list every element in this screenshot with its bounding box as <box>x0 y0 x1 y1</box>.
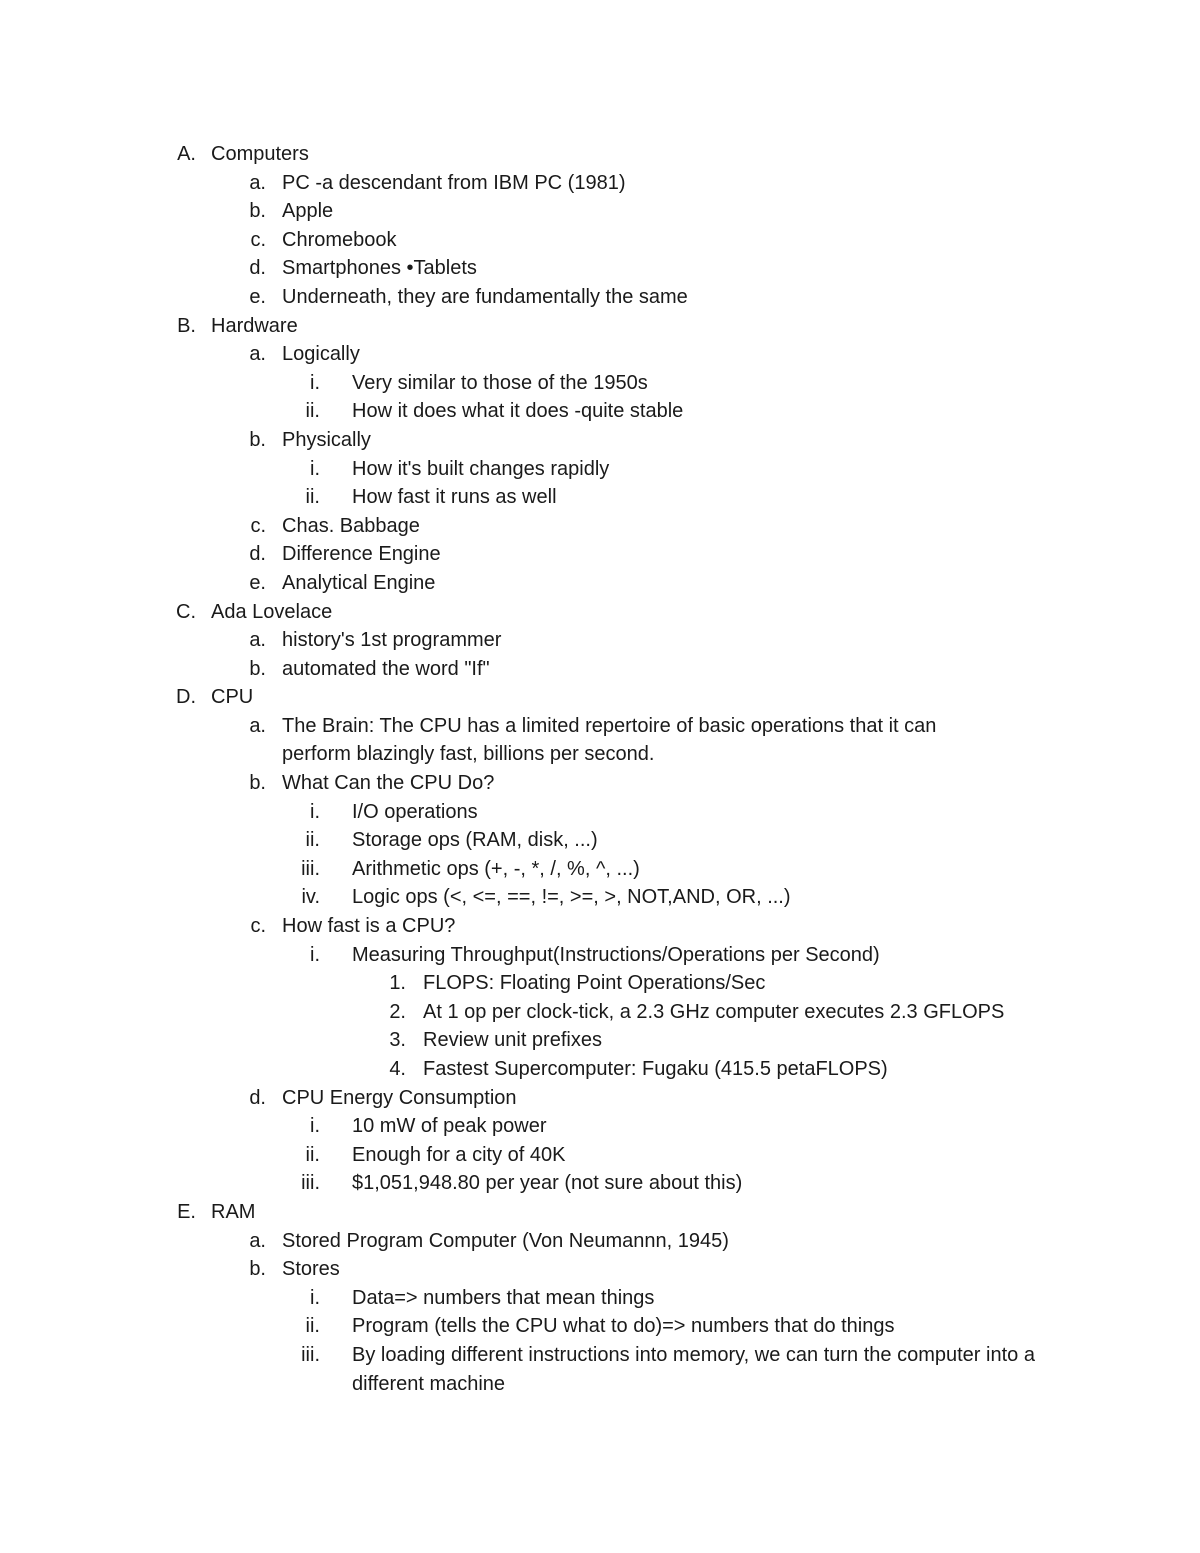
list-marker: ii. <box>305 486 320 509</box>
outline-item <box>0 798 1200 827</box>
outline-item <box>0 226 1200 255</box>
outline-item <box>0 1084 1200 1113</box>
list-item-text: 10 mW of peak power <box>352 1115 547 1138</box>
outline-item <box>0 969 1200 998</box>
outline-item <box>0 912 1200 941</box>
list-marker: a. <box>249 1229 266 1252</box>
list-marker: c. <box>250 228 266 251</box>
outline-item <box>0 1169 1200 1198</box>
outline-item <box>0 283 1200 312</box>
list-item-text: How fast is a CPU? <box>282 915 456 938</box>
list-item-text: automated the word "If" <box>282 657 490 680</box>
outline-item <box>0 998 1200 1027</box>
list-item-text: How it does what it does -quite stable <box>352 400 684 423</box>
outline-item <box>0 883 1200 912</box>
list-item-text: Program (tells the CPU what to do)=> numbers that do things <box>352 1315 895 1338</box>
outline-item <box>0 140 1200 169</box>
outline-item <box>0 1112 1200 1141</box>
list-item-text: Logically <box>282 343 360 366</box>
list-item-text: Computers <box>211 143 309 165</box>
list-marker: b. <box>249 772 266 795</box>
outline-item <box>0 1026 1200 1055</box>
list-marker: 3. <box>389 1029 406 1052</box>
list-marker: i. <box>310 457 320 480</box>
outline-item <box>0 397 1200 426</box>
list-item-text: I/O operations <box>352 800 478 823</box>
list-item-text: FLOPS: Floating Point Operations/Sec <box>423 972 766 995</box>
outline-item <box>0 1255 1200 1284</box>
outline-item <box>0 683 1200 712</box>
list-marker: a. <box>249 629 266 652</box>
list-marker: ii. <box>305 1315 320 1338</box>
outline-item <box>0 1312 1200 1341</box>
document-outline <box>0 140 1200 1398</box>
outline-item <box>0 598 1200 627</box>
outline-item <box>0 569 1200 598</box>
outline-item <box>0 1341 1200 1398</box>
outline-item <box>0 712 1200 769</box>
list-item-text: By loading different instructions into memory, we can turn the computer into a different machine <box>352 1343 1035 1395</box>
list-marker: d. <box>249 1086 266 1109</box>
list-item-text: Underneath, they are fundamentally the same <box>282 285 688 308</box>
list-item-text: Physically <box>282 428 371 451</box>
outline-item <box>0 1055 1200 1084</box>
list-item-text: history's 1st programmer <box>282 629 502 652</box>
list-marker: 2. <box>389 1000 406 1023</box>
list-marker: iii. <box>301 1343 320 1366</box>
outline-item <box>0 769 1200 798</box>
list-marker: a. <box>249 171 266 194</box>
list-item-text: Stores <box>282 1258 340 1281</box>
list-item-text: How fast it runs as well <box>352 486 557 509</box>
list-marker: A. <box>177 143 196 165</box>
list-item-text: Logic ops (<, <=, ==, !=, >=, >, NOT,AND, OR, ...) <box>352 886 791 909</box>
list-marker: B. <box>177 314 196 337</box>
list-marker: b. <box>249 657 266 680</box>
outline-item <box>0 254 1200 283</box>
list-item-text: Chromebook <box>282 228 397 251</box>
list-marker: e. <box>249 285 266 308</box>
list-item-text: Very similar to those of the 1950s <box>352 371 648 394</box>
list-marker: i. <box>310 1115 320 1138</box>
list-marker: i. <box>310 943 320 966</box>
list-item-text: At 1 op per clock-tick, a 2.3 GHz computer executes 2.3 GFLOPS <box>423 1000 1005 1023</box>
list-marker: E. <box>177 1200 196 1223</box>
list-marker: iii. <box>301 1172 320 1195</box>
outline-item <box>0 340 1200 369</box>
list-item-text: Review unit prefixes <box>423 1029 602 1052</box>
list-marker: ii. <box>305 400 320 423</box>
list-item-text: RAM <box>211 1200 256 1223</box>
list-marker: b. <box>249 200 266 223</box>
outline-item <box>0 855 1200 884</box>
list-marker: ii. <box>305 1143 320 1166</box>
outline-item <box>0 941 1200 970</box>
list-marker: 1. <box>389 972 406 995</box>
outline-item <box>0 826 1200 855</box>
list-marker: c. <box>250 514 266 537</box>
outline-item <box>0 1227 1200 1256</box>
outline-item <box>0 1284 1200 1313</box>
outline-item <box>0 197 1200 226</box>
list-item-text: CPU <box>211 686 254 709</box>
outline-item <box>0 312 1200 341</box>
list-item-text: CPU Energy Consumption <box>282 1086 517 1109</box>
outline-item <box>0 455 1200 484</box>
outline-item <box>0 512 1200 541</box>
list-item-text: Arithmetic ops (+, -, *, /, %, ^, ...) <box>352 857 640 880</box>
list-marker: iii. <box>301 857 320 880</box>
list-marker: b. <box>249 428 266 451</box>
list-item-text: PC -a descendant from IBM PC (1981) <box>282 171 626 194</box>
list-marker: C. <box>176 600 196 623</box>
list-item-text: Fastest Supercomputer: Fugaku (415.5 petaFLOPS) <box>423 1058 888 1080</box>
outline-item <box>0 1141 1200 1170</box>
list-item-text: Stored Program Computer (Von Neumannn, 1945) <box>282 1229 729 1252</box>
list-marker: b. <box>249 1258 266 1281</box>
list-item-text: Data=> numbers that mean things <box>352 1286 655 1309</box>
list-marker: d. <box>249 543 266 566</box>
list-item-text: Measuring Throughput(Instructions/Operations per Second) <box>352 943 880 966</box>
list-item-text: Chas. Babbage <box>282 514 420 537</box>
list-item-text: Hardware <box>211 314 298 337</box>
list-item-text: Storage ops (RAM, disk, ...) <box>352 829 598 852</box>
list-item-text: How it's built changes rapidly <box>352 457 610 480</box>
list-item-text: Ada Lovelace <box>211 600 333 623</box>
outline-item <box>0 426 1200 455</box>
outline-item <box>0 369 1200 398</box>
list-item-text: Analytical Engine <box>282 571 436 594</box>
list-marker: iv. <box>301 886 320 909</box>
list-item-text: Smartphones •Tablets <box>282 257 477 280</box>
list-item-text: Enough for a city of 40K <box>352 1143 566 1166</box>
list-item-text: Apple <box>282 200 334 223</box>
outline-item <box>0 1198 1200 1227</box>
outline-item <box>0 483 1200 512</box>
list-marker: ii. <box>305 829 320 852</box>
list-marker: i. <box>310 1286 320 1309</box>
list-marker: a. <box>249 714 266 737</box>
list-marker: c. <box>250 915 266 938</box>
list-marker: d. <box>249 257 266 280</box>
list-marker: i. <box>310 800 320 823</box>
list-marker: a. <box>249 343 266 366</box>
list-item-text: The Brain: The CPU has a limited repertoire of basic operations that it can perform blazingly fast, billions per second. <box>282 714 937 766</box>
list-marker: D. <box>176 686 196 709</box>
list-item-text: What Can the CPU Do? <box>282 772 495 795</box>
outline-item <box>0 540 1200 569</box>
outline-item <box>0 655 1200 684</box>
list-marker: e. <box>249 571 266 594</box>
outline-item <box>0 169 1200 198</box>
list-item-text: $1,051,948.80 per year (not sure about this) <box>352 1172 743 1195</box>
list-item-text: Difference Engine <box>282 543 441 566</box>
outline-item <box>0 626 1200 655</box>
list-marker: i. <box>310 371 320 394</box>
list-marker: 4. <box>389 1058 406 1080</box>
